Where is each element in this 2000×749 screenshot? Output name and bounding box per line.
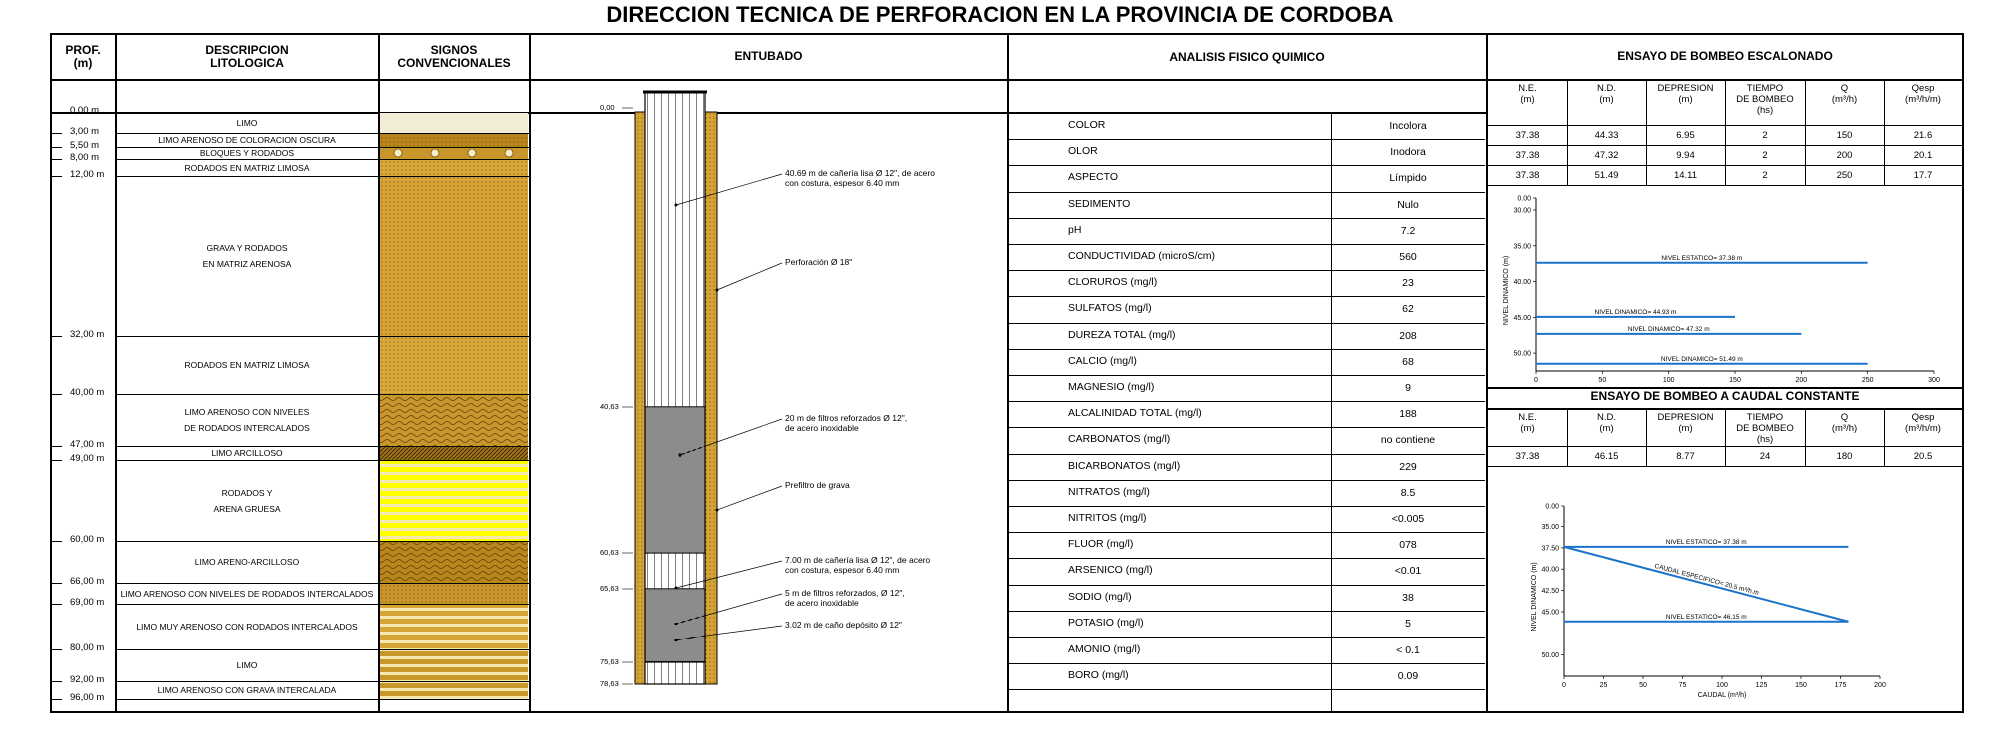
x-tick-label: 250 — [1861, 377, 1874, 384]
depth-tick — [52, 176, 62, 177]
layer-pattern — [380, 681, 528, 699]
depth-label: 8,00 m — [70, 152, 100, 163]
series-label: NIVEL DINAMICO= 44.93 m — [1594, 308, 1677, 316]
table-cell: 17.7 — [1913, 170, 1933, 181]
layer-pattern — [380, 133, 528, 147]
table-cell: 2 — [1762, 150, 1768, 161]
casing-note-line1: 5 m de filtros reforzados, Ø 12", — [785, 588, 905, 598]
table-cell: 180 — [1836, 451, 1853, 462]
analisis-row-divider — [1009, 663, 1485, 664]
analisis-value: Inodora — [1390, 146, 1426, 159]
analisis-param: CALCIO (mg/l) — [1068, 354, 1137, 367]
table-row-divider — [1487, 466, 1963, 467]
note-arrowhead — [679, 454, 682, 457]
layer-description: GRAVA Y RODADOS — [206, 243, 288, 253]
table-cell: 14.11 — [1673, 170, 1698, 181]
depth-tick — [52, 133, 62, 134]
analisis-param: SULFATOS (mg/l) — [1068, 302, 1152, 315]
casing-note-line1: Perforación Ø 18" — [785, 257, 853, 267]
analisis-row-divider — [1009, 375, 1485, 376]
column-header-text: TIEMPO — [1746, 83, 1784, 94]
analisis-row-divider — [1009, 349, 1485, 350]
analisis-row-divider — [1009, 192, 1485, 193]
analisis-param: FLUOR (mg/l) — [1068, 538, 1134, 551]
table-column-header — [1884, 83, 1962, 105]
depth-label: 47,00 m — [70, 439, 105, 450]
depth-label: 66,00 m — [70, 576, 105, 587]
table-column-header — [1567, 412, 1646, 434]
analisis-row-divider — [1009, 689, 1485, 690]
depth-label: 60,00 m — [70, 534, 105, 545]
y-tick-label: 50.00 — [1513, 350, 1531, 358]
layer-group — [380, 112, 528, 699]
note-arrowhead — [675, 204, 678, 207]
analisis-row-divider — [1009, 637, 1485, 638]
casing-depth-label: 65,63 — [600, 584, 619, 593]
table-column-header — [1646, 412, 1725, 434]
analisis-value: no contiene — [1380, 434, 1436, 447]
layer-description: LIMO ARENOSO CON NIVELES DE RODADOS INTERCALADOS — [120, 588, 374, 599]
column-header-text: (m³/h/m) — [1905, 423, 1941, 434]
column-header-text: (m³/h/m) — [1905, 94, 1941, 105]
analisis-param: OLOR — [1068, 145, 1098, 158]
layer-description: LIMO ARENOSO DE COLORACION OSCURA — [158, 135, 336, 145]
analisis-value: Nulo — [1397, 198, 1419, 211]
depth-tick — [52, 394, 62, 395]
depth-tick — [52, 583, 62, 584]
depth-tick — [52, 147, 62, 148]
column-header-text: DE BOMBEO — [1736, 94, 1794, 105]
analisis-value: 68 — [1402, 355, 1414, 368]
layer-pattern — [380, 159, 528, 176]
casing-note-line1: 3.02 m de caño depósito Ø 12" — [785, 620, 902, 630]
y-tick-label: 42.50 — [1541, 588, 1559, 596]
depth-tick — [52, 112, 62, 113]
table-cell: 21.6 — [1913, 130, 1933, 141]
note-arrowhead — [716, 289, 719, 292]
layer-description: LIMO ARENO-ARCILLOSO — [194, 557, 300, 567]
analisis-value: 208 — [1399, 329, 1417, 342]
depth-tick — [52, 460, 62, 461]
y-tick-label: 35.00 — [1541, 524, 1559, 532]
layer-description: RODADOS EN MATRIZ LIMOSA — [184, 360, 310, 370]
casing-depth-label: 75,63 — [600, 657, 619, 666]
table-cell: 6.95 — [1676, 130, 1695, 141]
analisis-param: DUREZA TOTAL (mg/l) — [1068, 328, 1176, 341]
table-column-header — [1805, 83, 1884, 105]
depth-label: 5,50 m — [70, 140, 100, 151]
header-prof-unit: (m) — [73, 56, 93, 70]
depth-label: 80,00 m — [70, 642, 105, 653]
depth-label: 92,00 m — [70, 674, 105, 685]
column-header-text: (m) — [1678, 423, 1693, 434]
column-header-text: (m³/h) — [1831, 94, 1858, 105]
y-tick-label: 40.00 — [1513, 279, 1531, 287]
analisis-row-divider — [1009, 454, 1485, 455]
x-tick-label: 0 — [1562, 682, 1566, 689]
series-label: NIVEL ESTATICO= 37.38 m — [1661, 254, 1743, 262]
depth-label: 96,00 m — [70, 692, 105, 703]
note-arrowhead — [675, 623, 678, 626]
casing-note-line1: 7.00 m de cañería lisa Ø 12", de acero — [785, 555, 931, 565]
analisis-value: 5 — [1405, 617, 1411, 630]
analisis-value: 62 — [1402, 303, 1414, 316]
column-header-text: DEPRESION — [1657, 83, 1714, 94]
column-header-text: (m) — [1599, 423, 1614, 434]
casing-depth-label: 60,63 — [600, 548, 619, 557]
y-tick-label: 40.00 — [1541, 566, 1559, 574]
table-cell: 250 — [1836, 170, 1853, 181]
y-axis-label: NIVEL DINAMICO (m) — [1531, 562, 1538, 632]
layer-description: BLOQUES Y RODADOS — [199, 148, 295, 158]
depth-label: 32,00 m — [70, 329, 105, 340]
analisis-param: COLOR — [1068, 119, 1106, 131]
analisis-row-divider — [1009, 427, 1485, 428]
casing-note-line2: con costura, espesor 6.40 mm — [785, 178, 900, 188]
analisis-value: < 0.1 — [1396, 644, 1420, 656]
analisis-value: <0.005 — [1391, 513, 1425, 525]
layer-boundary — [116, 649, 530, 650]
casing-note-line1: 40.69 m de cañería lisa Ø 12", de acero — [785, 168, 935, 178]
note-leader — [717, 263, 782, 290]
layer-fill — [380, 112, 528, 133]
column-header-text: DEPRESION — [1657, 412, 1714, 423]
depth-label: 3,00 m — [70, 126, 100, 137]
note-arrowhead — [716, 509, 719, 512]
casing-segment — [645, 553, 705, 589]
chart-escalonado — [1488, 186, 1962, 386]
depth-tick — [52, 681, 62, 682]
table-cell: 20.1 — [1913, 150, 1933, 161]
analisis-row-divider — [1009, 401, 1485, 402]
analisis-param: ARSENICO (mg/l) — [1068, 564, 1153, 577]
x-tick-label: 50 — [1598, 377, 1607, 384]
analisis-value: <0.01 — [1394, 565, 1422, 578]
chart-constante — [1488, 470, 1962, 710]
x-tick-label: 100 — [1662, 377, 1675, 384]
analisis-param: BORO (mg/l) — [1068, 669, 1129, 682]
column-header-text: Q — [1840, 83, 1849, 94]
y-tick-label: 35.00 — [1513, 243, 1531, 251]
layer-pattern — [380, 460, 528, 541]
depth-tick — [52, 604, 62, 605]
analisis-value: 9 — [1405, 382, 1411, 394]
analisis-value: 38 — [1402, 591, 1414, 604]
series-label: NIVEL ESTATICO= 46.15 m — [1665, 613, 1747, 621]
table-column-header — [1567, 83, 1646, 105]
column-header-text: Qesp — [1911, 83, 1935, 94]
filter-segment — [645, 407, 705, 553]
analisis-param: POTASIO (mg/l) — [1068, 616, 1144, 629]
analisis-param: AMONIO (mg/l) — [1068, 643, 1141, 655]
table-header-divider — [1487, 446, 1963, 447]
layer-pattern — [380, 336, 528, 394]
table-cell: 37.38 — [1515, 130, 1540, 141]
layer-description: LIMO — [236, 660, 258, 670]
analisis-param: ASPECTO — [1068, 171, 1118, 184]
column-header-text: (m) — [1520, 94, 1535, 105]
boulder-mark — [468, 149, 476, 157]
casing-segment — [645, 92, 705, 407]
table-column-header — [1646, 83, 1725, 105]
header-desc-line1: DESCRIPCION — [205, 43, 289, 57]
table-cell: 46.15 — [1594, 451, 1619, 462]
series-label: NIVEL DINAMICO= 47.32 m — [1627, 325, 1710, 333]
y-tick-label: 30.00 — [1513, 207, 1531, 215]
table-cell: 44.33 — [1594, 130, 1619, 141]
depth-label: 0,00 m — [70, 105, 100, 116]
table-column-header — [1884, 412, 1962, 434]
analisis-row-divider — [1009, 506, 1485, 507]
analisis-row-divider — [1009, 244, 1485, 245]
section-divider — [1487, 387, 1963, 389]
x-tick-label: 50 — [1639, 682, 1647, 689]
analisis-row-divider — [1009, 480, 1485, 481]
analisis-value: 188 — [1399, 408, 1417, 421]
table-column-header — [1488, 83, 1567, 105]
analisis-value: 078 — [1399, 539, 1417, 552]
table-cell: 24 — [1759, 451, 1771, 462]
page-title: DIRECCION TECNICA DE PERFORACION EN LA PROVINCIA DE CORDOBA — [606, 2, 1394, 27]
layer-description: LIMO ARCILLOSO — [211, 448, 283, 458]
header-bombeo-constante: ENSAYO DE BOMBEO A CAUDAL CONSTANTE — [1590, 389, 1860, 403]
series-label: NIVEL ESTATICO= 37.38 m — [1665, 538, 1747, 546]
analisis-row-divider — [1009, 323, 1485, 324]
casing-note-line2: con costura, espesor 6.40 mm — [785, 565, 900, 575]
series-label: CAUDAL ESPECIFICO= 20.5 m³/h.m — [1653, 562, 1760, 597]
layer-description: RODADOS EN MATRIZ LIMOSA — [184, 162, 310, 173]
layer-pattern — [380, 394, 528, 446]
analisis-value: 0.09 — [1397, 670, 1419, 683]
column-header-text: Q — [1840, 412, 1849, 423]
x-tick-label: 300 — [1928, 377, 1940, 384]
casing-depth-label: 0,00 — [600, 103, 615, 112]
x-tick-label: 200 — [1795, 377, 1808, 384]
analisis-param: SEDIMENTO — [1068, 197, 1131, 210]
layer-boundary — [116, 699, 530, 700]
column-header-text: N.E. — [1518, 83, 1537, 94]
header-signos-line2: CONVENCIONALES — [397, 56, 511, 70]
analisis-value: 23 — [1402, 277, 1414, 290]
analisis-value: 8.5 — [1400, 486, 1416, 499]
column-header-text: (hs) — [1756, 105, 1774, 116]
depth-tick — [52, 541, 62, 542]
column-header-text: TIEMPO — [1746, 412, 1784, 423]
analisis-row-divider — [1009, 165, 1485, 166]
column-header-text: DE BOMBEO — [1736, 423, 1794, 434]
casing-depth-label: 78,63 — [600, 679, 619, 688]
boulder-mark — [394, 149, 402, 157]
x-tick-label: 150 — [1795, 682, 1807, 689]
x-tick-label: 100 — [1716, 682, 1728, 689]
analisis-value: Incolora — [1389, 120, 1427, 132]
analisis-value: 229 — [1399, 460, 1417, 473]
analisis-row-divider — [1009, 139, 1485, 140]
column-header-text: (hs) — [1756, 434, 1774, 445]
casing-note-line1: Prefiltro de grava — [785, 480, 850, 490]
layer-description-line2: EN MATRIZ ARENOSA — [202, 259, 292, 269]
x-tick-label: 125 — [1755, 682, 1768, 689]
x-tick-label: 25 — [1599, 682, 1608, 689]
depth-label: 69,00 m — [70, 597, 105, 608]
layer-description: LIMO — [236, 117, 258, 128]
column-header-text: (m) — [1599, 94, 1614, 105]
depth-label: 40,00 m — [70, 387, 105, 398]
analisis-row-divider — [1009, 585, 1485, 586]
depth-tick — [52, 649, 62, 650]
x-tick-label: 75 — [1678, 682, 1687, 689]
filter-segment — [645, 589, 705, 662]
table-column-header — [1805, 412, 1884, 434]
header-bombeo-escalonado: ENSAYO DE BOMBEO ESCALONADO — [1617, 49, 1833, 63]
layer-boundary — [116, 176, 530, 177]
note-arrowhead — [675, 639, 678, 642]
table-cell: 20.5 — [1913, 451, 1933, 462]
column-header-text: N.D. — [1597, 412, 1616, 423]
casing-depth-label: 40,63 — [600, 402, 619, 411]
analisis-param: CLORUROS (mg/l) — [1068, 276, 1158, 289]
note-leader — [717, 486, 782, 510]
layer-pattern — [380, 176, 528, 336]
layer-pattern — [380, 541, 528, 583]
casing-note-line2: de acero inoxidable — [785, 598, 859, 608]
analisis-row-divider — [1009, 532, 1485, 533]
y-tick-label: 37.50 — [1541, 545, 1559, 553]
depth-tick — [52, 336, 62, 337]
layer-description-line2: ARENA GRUESA — [213, 503, 281, 514]
analisis-param: MAGNESIO (mg/l) — [1068, 381, 1155, 393]
table-cell: 200 — [1836, 150, 1853, 161]
column-header-text: (m) — [1678, 94, 1693, 105]
layer-description: LIMO MUY ARENOSO CON RODADOS INTERCALADOS — [136, 621, 358, 632]
analisis-col-divider — [1331, 112, 1332, 713]
table-cell: 2 — [1762, 130, 1768, 141]
table-cell: 37.38 — [1515, 150, 1540, 161]
column-header-text: N.D. — [1597, 83, 1616, 94]
analisis-row-divider — [1009, 558, 1485, 559]
depth-tick — [52, 699, 62, 700]
header-signos-line1: SIGNOS — [430, 43, 478, 57]
well-diagram — [622, 92, 782, 684]
analisis-row-divider — [1009, 611, 1485, 612]
y-tick-label: 45.00 — [1513, 314, 1531, 322]
column-header-text: (m³/h) — [1831, 423, 1858, 434]
analisis-param: NITRATOS (mg/l) — [1068, 485, 1150, 498]
boulder-mark — [505, 149, 513, 157]
table-column-header — [1725, 83, 1805, 116]
table-header-divider — [1487, 125, 1963, 126]
column-header-text: N.E. — [1518, 412, 1537, 423]
x-tick-label: 200 — [1874, 682, 1886, 689]
table-cell: 47.32 — [1594, 150, 1619, 161]
depth-tick — [52, 159, 62, 160]
header-entubado: ENTUBADO — [734, 49, 803, 63]
depth-label: 49,00 m — [70, 453, 105, 464]
analisis-param: NITRITOS (mg/l) — [1068, 512, 1147, 524]
layer-boundary — [116, 112, 530, 113]
layer-pattern — [380, 583, 528, 604]
layer-boundary — [116, 583, 530, 584]
y-axis-label: NIVEL DINAMICO (m) — [1503, 255, 1510, 326]
x-tick-label: 175 — [1834, 682, 1847, 689]
table-cell: 8.77 — [1676, 451, 1695, 462]
table-cell: 150 — [1836, 130, 1853, 141]
analisis-param: ALCALINIDAD TOTAL (mg/l) — [1068, 407, 1202, 420]
layer-boundary — [116, 336, 530, 337]
layer-pattern — [380, 604, 528, 649]
analisis-param: CONDUCTIVIDAD (microS/cm) — [1068, 250, 1215, 262]
header-desc-line2: LITOLOGICA — [210, 56, 284, 70]
analisis-param: pH — [1068, 223, 1082, 236]
table-column-header — [1488, 412, 1567, 434]
layer-boundary — [116, 541, 530, 542]
table-column-header — [1725, 412, 1805, 445]
analisis-value: Límpido — [1389, 172, 1427, 185]
analisis-param: SODIO (mg/l) — [1068, 590, 1132, 603]
x-tick-label: 150 — [1729, 377, 1741, 384]
column-header-text: Qesp — [1911, 412, 1935, 423]
analisis-param: BICARBONATOS (mg/l) — [1068, 459, 1181, 472]
series-line — [1564, 547, 1848, 622]
table-row-divider — [1487, 145, 1963, 146]
casing-note-line1: 20 m de filtros reforzados Ø 12", — [785, 413, 908, 423]
analisis-value: 560 — [1399, 251, 1417, 263]
x-axis-label: CAUDAL (m³/h) — [1697, 692, 1747, 699]
table-cell: 9.94 — [1676, 150, 1695, 161]
table-cell: 37.38 — [1515, 170, 1540, 181]
y-tick-label: 50.00 — [1541, 652, 1559, 660]
casing-note-line2: de acero inoxidable — [785, 423, 859, 433]
layer-boundary — [116, 394, 530, 395]
layer-description: RODADOS Y — [221, 487, 273, 498]
y-tick-label: 0.00 — [1517, 195, 1531, 203]
table-cell: 2 — [1762, 170, 1768, 181]
header-analisis: ANALISIS FISICO QUIMICO — [1169, 50, 1325, 64]
x-tick-label: 0 — [1534, 377, 1538, 384]
layer-description: LIMO ARENOSO CON GRAVA INTERCALADA — [157, 685, 337, 695]
note-arrowhead — [675, 587, 678, 590]
analisis-row-divider — [1009, 218, 1485, 219]
table-row-divider — [1487, 165, 1963, 166]
column-header-text: (m) — [1520, 423, 1535, 434]
table-cell: 37.38 — [1515, 451, 1540, 462]
analisis-value: 7.2 — [1400, 224, 1416, 237]
analisis-row-divider — [1009, 270, 1485, 271]
header-prof-label: PROF. — [65, 43, 101, 57]
layer-pattern — [380, 649, 528, 681]
analisis-row-divider — [1009, 296, 1485, 297]
layer-pattern — [380, 446, 528, 460]
depth-tick — [52, 446, 62, 447]
layer-description-line2: DE RODADOS INTERCALADOS — [184, 423, 310, 433]
sump-segment — [645, 662, 705, 684]
table-cell: 51.49 — [1594, 170, 1619, 181]
boulder-mark — [431, 149, 439, 157]
layer-boundary — [116, 604, 530, 605]
series-label: NIVEL DINAMICO= 51.49 m — [1660, 355, 1743, 363]
y-tick-label: 45.00 — [1541, 609, 1559, 617]
depth-label: 12,00 m — [70, 169, 105, 180]
y-tick-label: 0.00 — [1545, 503, 1559, 511]
layer-description: LIMO ARENOSO CON NIVELES — [184, 407, 310, 417]
analisis-param: CARBONATOS (mg/l) — [1068, 433, 1171, 446]
